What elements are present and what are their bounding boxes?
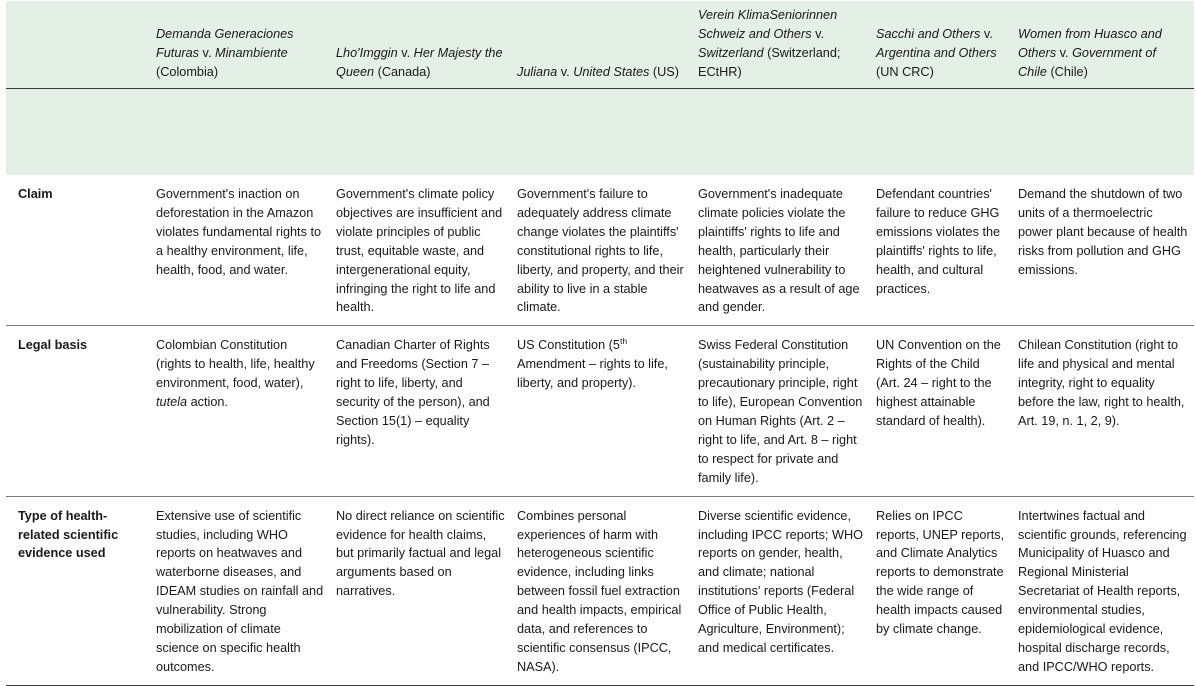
- table-cell: Government's failure to adequately address climate change violates the plaintiffs' constitutional rights to life, liberty, and property, and their ability to live in a stable climate.: [511, 175, 692, 326]
- table-cell: Government's climate policy objectives are insufficient and violate principles of public trust, equitable waste, and intergenerational equity, infringing the right to life and health.: [330, 175, 511, 326]
- case-header-un-crc: Sacchi and Others v. Argentina and Others (UN CRC): [876, 26, 997, 79]
- table-cell: US Constitution (5th Amendment – rights to life, liberty, and property).: [511, 326, 692, 496]
- table-cell: Relies on IPCC reports, UNEP reports, and Climate Analytics reports to demonstrate the wide range of health impacts caused by climate change.: [870, 496, 1012, 685]
- comparison-table: [6, 1, 1194, 686]
- table-cell: Government's inaction on deforestation in the Amazon violates fundamental rights to a healthy environment, life, health, food, and water.: [150, 175, 330, 326]
- table-cell: Intertwines factual and scientific grounds, referencing Municipality of Huasco and Regional Ministerial Secretariat of Health reports, environmental studies, epidemiological evidence, hospital discharge records, and IPCC/WHO reports.: [1012, 496, 1194, 685]
- table-row-legal-basis: [6, 326, 1194, 496]
- table-cell: Defendant countries' failure to reduce GHG emissions violates the plaintiffs' rights to life, health, and cultural practices.: [870, 175, 1012, 326]
- case-header-colombia: Demanda Generaciones Futuras v. Minambiente (Colombia): [156, 26, 294, 79]
- row-label-claim: Claim: [6, 175, 150, 326]
- case-header-chile: Women from Huasco and Others v. Government of Chile (Chile): [1018, 26, 1162, 79]
- table-cell: Swiss Federal Constitution (sustainability principle, precautionary principle, right to life), European Convention on Human Rights (Art. 2 – right to life, and Art. 8 – right to respect for private and family life).: [692, 326, 870, 496]
- case-header-us: Juliana v. United States (US): [517, 64, 679, 79]
- header-rule: [6, 88, 1194, 175]
- table-cell: UN Convention on the Rights of the Child (Art. 24 – right to the highest attainable standard of health).: [870, 326, 1012, 496]
- row-label-legal-basis: Legal basis: [6, 326, 150, 496]
- case-header-switzerland: Verein KlimaSeniorinnen Schweiz and Others v. Switzerland (Switzerland; ECtHR): [698, 7, 841, 79]
- table-cell: Combines personal experiences of harm with heterogeneous scientific evidence, including links between fossil fuel extraction and health impacts, empirical data, and references to scientific consensus (IPCC, NASA).: [511, 496, 692, 685]
- row-label-evidence: Type of health-related scientific evidence used: [6, 496, 150, 685]
- case-header-canada: Lho'Imggin v. Her Majesty the Queen (Canada): [336, 45, 503, 79]
- table-cell: Colombian Constitution (rights to health, life, healthy environment, food, water), tutela action.: [150, 326, 330, 496]
- table-cell: Diverse scientific evidence, including IPCC reports; WHO reports on gender, health, and climate; national institutions' reports (Federal Office of Public Health, Agriculture, Environment); and medical certificates.: [692, 496, 870, 685]
- table-cell: Canadian Charter of Rights and Freedoms (Section 7 – right to life, liberty, and security of the person), and Section 15(1) – equality rights).: [330, 326, 511, 496]
- table-cell: No direct reliance on scientific evidence for health claims, but primarily factual and legal arguments based on narratives.: [330, 496, 511, 685]
- corner-cell: [6, 1, 150, 88]
- table-row-evidence: [6, 496, 1194, 685]
- table-cell: Demand the shutdown of two units of a thermoelectric power plant because of health risks from pollution and GHG emissions.: [1012, 175, 1194, 326]
- table-cell: Chilean Constitution (right to life and physical and mental integrity, right to equality before the law, right to health, Art. 19, n. 1, 2, 9).: [1012, 326, 1194, 496]
- table-cell: Extensive use of scientific studies, including WHO reports on heatwaves and waterborne diseases, and IDEAM studies on rainfall and vulnerability. Strong mobilization of climate science on specific health outcomes.: [150, 496, 330, 685]
- table-cell: Government's inadequate climate policies violate the plaintiffs' rights to life and health, particularly their heightened vulnerability to heatwaves as a result of age and gender.: [692, 175, 870, 326]
- header-row: [6, 1, 1194, 88]
- table-row-claim: [6, 175, 1194, 326]
